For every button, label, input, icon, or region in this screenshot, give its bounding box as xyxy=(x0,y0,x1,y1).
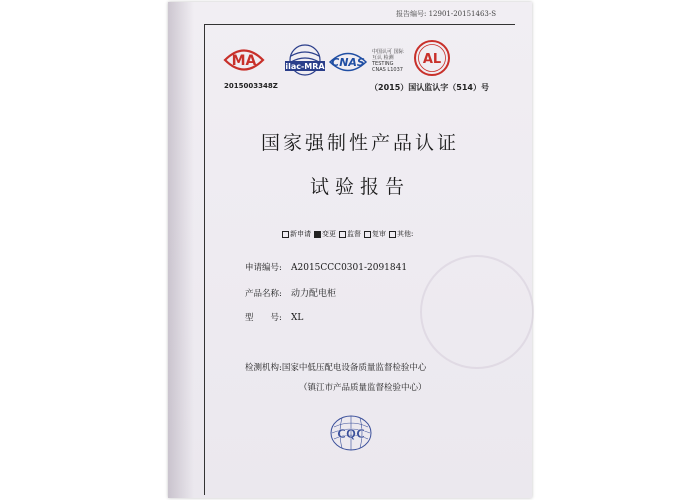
cal-logo xyxy=(412,38,452,78)
checkbox-checked-icon xyxy=(314,231,321,238)
ma-cert-code: 2015003348Z xyxy=(224,82,278,90)
application-number-row xyxy=(245,261,407,273)
cnas-logo-text: CNAS xyxy=(331,56,365,69)
ma-logo-text: MA xyxy=(231,53,257,69)
report-type-supervision: 监督 xyxy=(339,229,361,239)
checkbox-icon xyxy=(339,231,346,238)
cnas-logo xyxy=(327,48,369,76)
checkbox-icon xyxy=(389,231,396,238)
model-value: XL xyxy=(291,313,304,323)
document-subtitle: 试验报告 xyxy=(309,176,410,198)
ilac-logo-text: ilac-MRA xyxy=(285,62,325,71)
application-number-value: A2015CCC0301-2091841 xyxy=(291,263,408,273)
report-number: 报告编号: 12901-20151463-S xyxy=(396,10,497,18)
report-type-other: 其他: xyxy=(389,229,413,239)
document-title: 国家强制性产品认证 xyxy=(260,132,459,154)
application-number-label: 申请编号: xyxy=(245,263,282,273)
testing-agency-name: 国家中低压配电设备质量监督检验中心 xyxy=(281,363,427,373)
model-label: 型 号: xyxy=(245,313,282,323)
report-type-options xyxy=(282,229,413,239)
product-name-row xyxy=(245,286,336,299)
ma-logo xyxy=(221,43,267,77)
cal-logo-text: AL xyxy=(422,52,442,67)
testing-agency-alt-name: （镇江市产品质量监督检验中心） xyxy=(299,383,427,393)
page-shadow xyxy=(168,2,194,498)
report-type-change: 变更 xyxy=(314,229,336,239)
cnas-caption: 中国认可 国际互认 检测 TESTING CNAS L1037 xyxy=(372,49,404,73)
report-type-review: 复审 xyxy=(364,229,386,239)
report-type-new: 新申请 xyxy=(282,229,311,239)
model-row xyxy=(245,311,303,323)
testing-agency-row xyxy=(245,361,426,373)
cqc-logo-text: CQC xyxy=(337,427,365,441)
cqc-logo xyxy=(328,413,374,453)
checkbox-icon xyxy=(282,231,289,238)
cal-cert-code: （2015）国认监认字（514）号 xyxy=(370,83,489,92)
ilac-mra-logo xyxy=(285,42,325,82)
product-name-label: 产品名称: xyxy=(245,289,282,299)
testing-agency-label: 检测机构: xyxy=(245,363,282,373)
checkbox-icon xyxy=(364,231,371,238)
product-name-value: 动力配电柜 xyxy=(291,289,337,299)
